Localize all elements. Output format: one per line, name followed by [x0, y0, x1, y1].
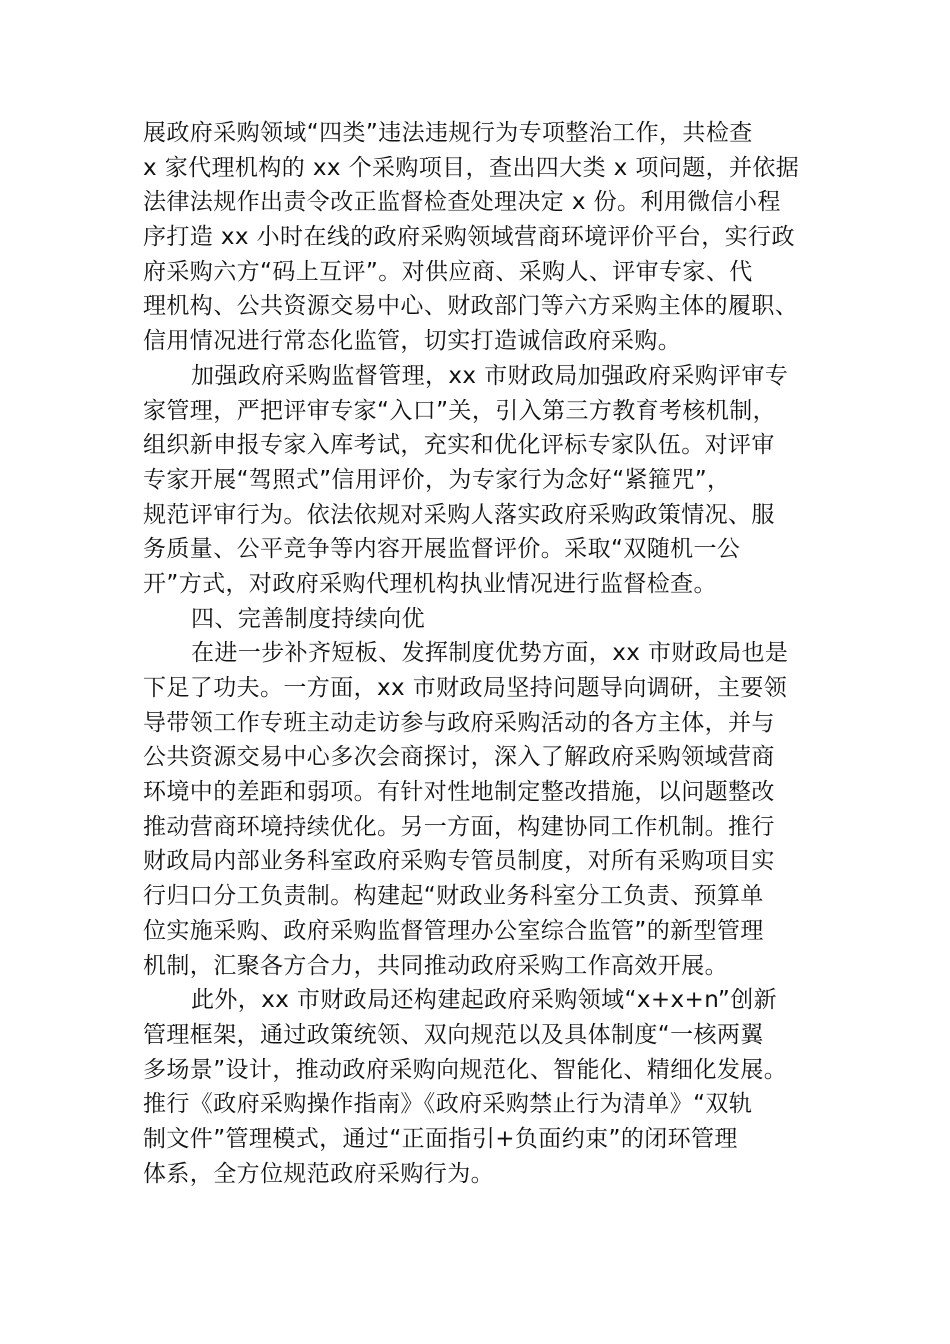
text-line: 开”方式，对政府采购代理机构执业情况进行监督检查。: [143, 570, 717, 597]
text-line: 位实施采购、政府采购监督管理办公室综合监管”的新型管理: [143, 917, 764, 944]
text-line: 家管理，严把评审专家“入口”关，引入第三方教育考核机制，: [143, 397, 777, 424]
section-heading: [143, 602, 823, 637]
text-line: x 家代理机构的 xx 个采购项目，查出四大类 x 项问题，并依据: [143, 154, 800, 181]
text-line: 展政府采购领域“四类”违法违规行为专项整治工作，共检查: [143, 120, 753, 146]
text-line: 序打造 xx 小时在线的政府采购领域营商环境评价平台，实行政: [143, 224, 795, 251]
paragraph-p3: [143, 636, 823, 983]
text-line: 推动营商环境持续优化。另一方面，构建协同工作机制。推行: [143, 813, 775, 840]
paragraph-p4: [143, 983, 823, 1191]
section-heading-text: 四、完善制度持续向优: [191, 605, 425, 632]
text-line: 在进一步补齐短板、发挥制度优势方面，xx 市财政局也是: [191, 640, 789, 667]
text-line: 理机构、公共资源交易中心、财政部门等六方采购主体的履职、: [143, 293, 799, 320]
text-line: 法律法规作出责令改正监督检查处理决定 x 份。利用微信小程: [143, 189, 781, 216]
text-line: 加强政府采购监督管理，xx 市财政局加强政府采购评审专: [191, 362, 789, 389]
text-line: 规范评审行为。依法依规对采购人落实政府采购政策情况、服: [143, 501, 775, 528]
text-line: 下足了功夫。一方面，xx 市财政局坚持问题导向调研，主要领: [143, 675, 788, 701]
text-line: 行归口分工负责制。构建起“财政业务科室分工负责、预算单: [143, 883, 764, 910]
text-line: 财政局内部业务科室政府采购专管员制度，对所有采购项目实: [143, 848, 775, 875]
text-line: 专家开展“驾照式”信用评价，为专家行为念好“紧箍咒”，: [143, 466, 731, 493]
text-line: 府采购六方“码上互评”。对供应商、采购人、评审专家、代: [143, 258, 753, 285]
document-body: [143, 116, 823, 1191]
paragraph-p2: [143, 359, 823, 602]
text-line: 此外，xx 市财政局还构建起政府采购领域“x+x+n”创新: [191, 987, 778, 1014]
text-line: 机制，汇聚各方合力，共同推动政府采购工作高效开展。: [143, 952, 728, 979]
text-line: 制文件”管理模式，通过“正面指引+负面约束”的闭环管理: [143, 1125, 738, 1152]
text-line: 推行《政府采购操作指南》《政府采购禁止行为清单》“双轨: [143, 1091, 753, 1118]
paragraph-p1: [143, 116, 823, 359]
text-line: 环境中的差距和弱项。有针对性地制定整改措施，以问题整改: [143, 779, 775, 806]
text-line: 管理框架，通过政策统领、双向规范以及具体制度“一核两翼: [143, 1021, 764, 1048]
text-line: 导带领工作专班主动走访参与政府采购活动的各方主体，并与: [143, 709, 775, 736]
text-line: 体系，全方位规范政府采购行为。: [143, 1160, 494, 1187]
text-line: 信用情况进行常态化监管，切实打造诚信政府采购。: [143, 328, 682, 355]
text-line: 公共资源交易中心多次会商探讨，深入了解政府采购领域营商: [143, 744, 775, 771]
text-line: 多场景”设计，推动政府采购向规范化、智能化、精细化发展。: [143, 1056, 788, 1083]
text-line: 务质量、公平竞争等内容开展监督评价。采取“双随机一公: [143, 536, 741, 563]
text-line: 组织新申报专家入库考试，充实和优化评标专家队伍。对评审: [143, 432, 775, 459]
